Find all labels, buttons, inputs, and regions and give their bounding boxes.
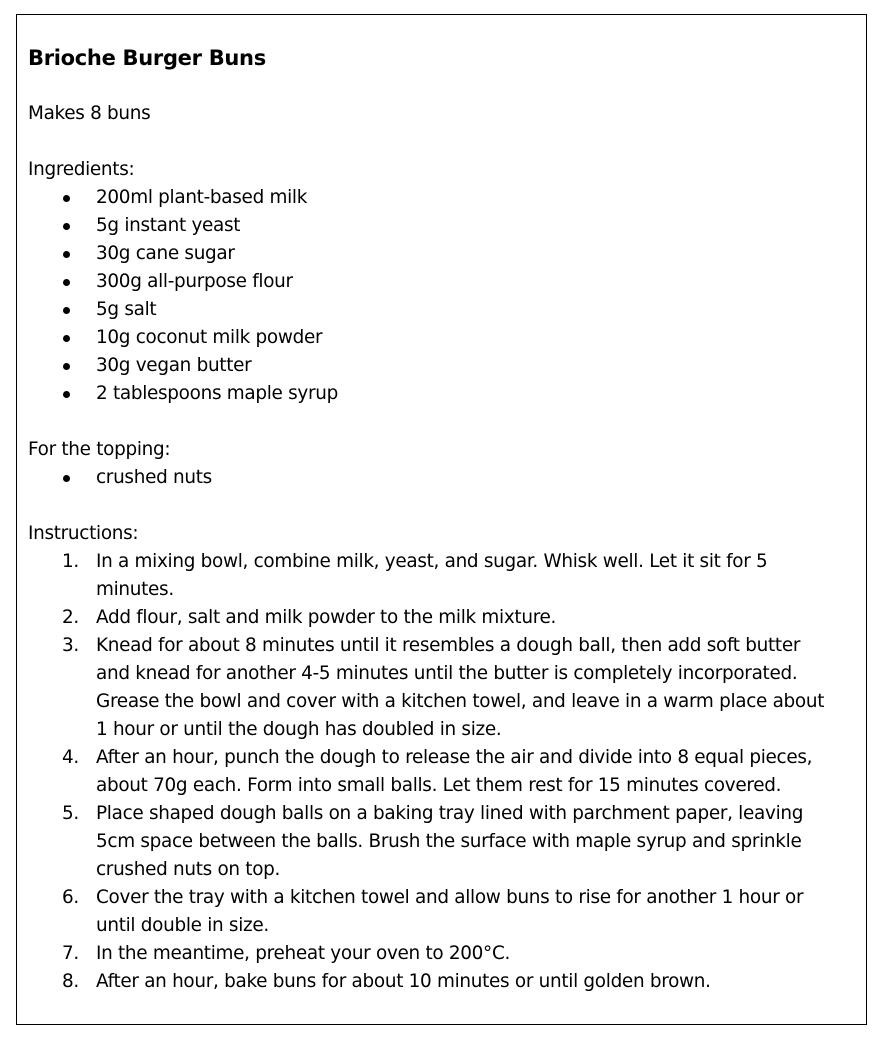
instruction-step	[28, 940, 858, 968]
step-line: Place shaped dough balls on a baking tray lined with parchment paper, leaving	[96, 803, 804, 824]
bullet-icon	[63, 251, 70, 258]
topping-item	[28, 464, 858, 492]
instruction-step	[28, 968, 858, 996]
instructions-heading: Instructions:	[28, 523, 139, 544]
topping-list	[28, 464, 858, 492]
ingredient-text: 10g coconut milk powder	[96, 327, 323, 348]
spacer	[28, 72, 858, 100]
bullet-icon	[63, 391, 70, 398]
step-number: 3.	[62, 635, 79, 656]
step-number: 2.	[62, 607, 79, 628]
ingredient-text: 30g vegan butter	[96, 355, 252, 376]
ingredients-list	[28, 184, 858, 408]
ingredient-text: 2 tablespoons maple syrup	[96, 383, 338, 404]
bullet-icon	[63, 307, 70, 314]
ingredient-text: 5g instant yeast	[96, 215, 241, 236]
ingredient-item	[28, 380, 858, 408]
step-line: After an hour, punch the dough to release the air and divide into 8 equal pieces,	[96, 747, 813, 768]
ingredient-item	[28, 184, 858, 212]
spacer	[28, 128, 858, 156]
step-number: 8.	[62, 971, 79, 992]
step-line: After an hour, bake buns for about 10 minutes or until golden brown.	[96, 971, 711, 992]
step-line: 5cm space between the balls. Brush the surface with maple syrup and sprinkle	[96, 831, 802, 852]
instruction-step	[28, 604, 858, 632]
instruction-step	[28, 800, 858, 884]
step-line: Knead for about 8 minutes until it resembles a dough ball, then add soft butter	[96, 635, 801, 656]
ingredient-text: 5g salt	[96, 299, 157, 320]
ingredient-item	[28, 296, 858, 324]
bullet-icon	[63, 195, 70, 202]
step-line: about 70g each. Form into small balls. Let them rest for 15 minutes covered.	[96, 775, 782, 796]
recipe-title: Brioche Burger Buns	[28, 46, 266, 70]
step-line: In the meantime, preheat your oven to 200°C.	[96, 943, 511, 964]
instruction-step	[28, 884, 858, 940]
ingredient-text: 200ml plant-based milk	[96, 187, 308, 208]
spacer	[28, 408, 858, 436]
ingredient-item	[28, 240, 858, 268]
ingredient-item	[28, 324, 858, 352]
bullet-icon	[63, 475, 70, 482]
bullet-icon	[63, 363, 70, 370]
ingredient-text: 30g cane sugar	[96, 243, 235, 264]
step-line: Add flour, salt and milk powder to the milk mixture.	[96, 607, 557, 628]
step-line: until double in size.	[96, 915, 269, 936]
instructions-list	[28, 548, 858, 996]
step-line: crushed nuts on top.	[96, 859, 281, 880]
instruction-step	[28, 632, 858, 744]
ingredients-heading: Ingredients:	[28, 159, 135, 180]
ingredient-item	[28, 268, 858, 296]
step-line: Cover the tray with a kitchen towel and allow buns to rise for another 1 hour or	[96, 887, 804, 908]
step-number: 4.	[62, 747, 79, 768]
ingredient-text: 300g all-purpose flour	[96, 271, 293, 292]
step-line: and knead for another 4-5 minutes until the butter is completely incorporated.	[96, 663, 798, 684]
step-number: 7.	[62, 943, 79, 964]
step-line: minutes.	[96, 579, 174, 600]
spacer	[28, 492, 858, 520]
recipe-document	[28, 44, 858, 996]
step-number: 5.	[62, 803, 79, 824]
recipe-yield: Makes 8 buns	[28, 103, 151, 124]
step-number: 6.	[62, 887, 79, 908]
instruction-step	[28, 744, 858, 800]
ingredient-item	[28, 352, 858, 380]
bullet-icon	[63, 223, 70, 230]
step-number: 1.	[62, 551, 79, 572]
step-line: Grease the bowl and cover with a kitchen towel, and leave in a warm place about	[96, 691, 825, 712]
topping-heading: For the topping:	[28, 439, 171, 460]
step-line: 1 hour or until the dough has doubled in size.	[96, 719, 502, 740]
bullet-icon	[63, 279, 70, 286]
topping-text: crushed nuts	[96, 467, 212, 488]
ingredient-item	[28, 212, 858, 240]
instruction-step	[28, 548, 858, 604]
step-line: In a mixing bowl, combine milk, yeast, and sugar. Whisk well. Let it sit for 5	[96, 551, 768, 572]
bullet-icon	[63, 335, 70, 342]
